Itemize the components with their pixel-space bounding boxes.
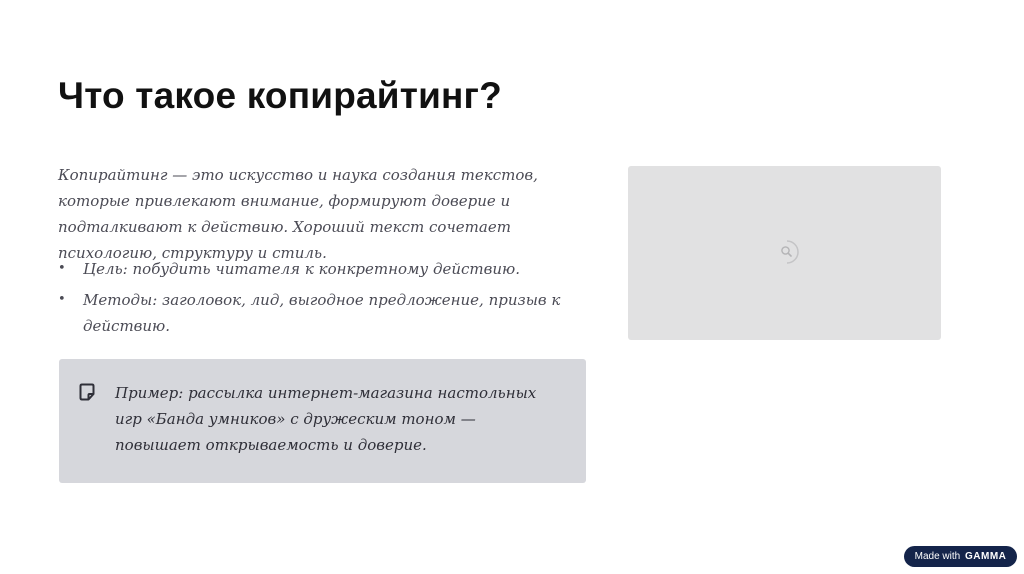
- bullet-list: [58, 256, 578, 339]
- example-callout: [59, 359, 586, 483]
- callout-text: Пример: рассылка интернет-магазина настольных игр «Банда умников» с дружеским тоном — повышает открываемость и доверие.: [115, 384, 537, 454]
- bullet-text: Цель: побудить читателя к конкретному действию.: [83, 260, 520, 278]
- image-placeholder: [628, 166, 941, 340]
- bullet-text: Методы: заголовок, лид, выгодное предложение, призыв к действию.: [83, 291, 561, 335]
- bullet-item-goal: [58, 256, 578, 282]
- bullet-item-methods: [58, 287, 578, 339]
- made-with-gamma-badge[interactable]: [904, 546, 1017, 567]
- loading-search-icon: [774, 239, 800, 265]
- bullet-marker: •: [58, 261, 66, 276]
- slide-title: Что такое копирайтинг?: [58, 75, 502, 116]
- gamma-logo: GAMMA: [964, 551, 1007, 562]
- bullet-marker: •: [58, 292, 66, 307]
- note-icon: [79, 383, 95, 401]
- intro-paragraph: Копирайтинг — это искусство и наука создания текстов, которые привлекают внимание, формируют доверие и подталкивают к действию. Хороший текст сочетает психологию, структуру и стиль.: [58, 166, 538, 262]
- badge-prefix: Made with: [914, 551, 961, 562]
